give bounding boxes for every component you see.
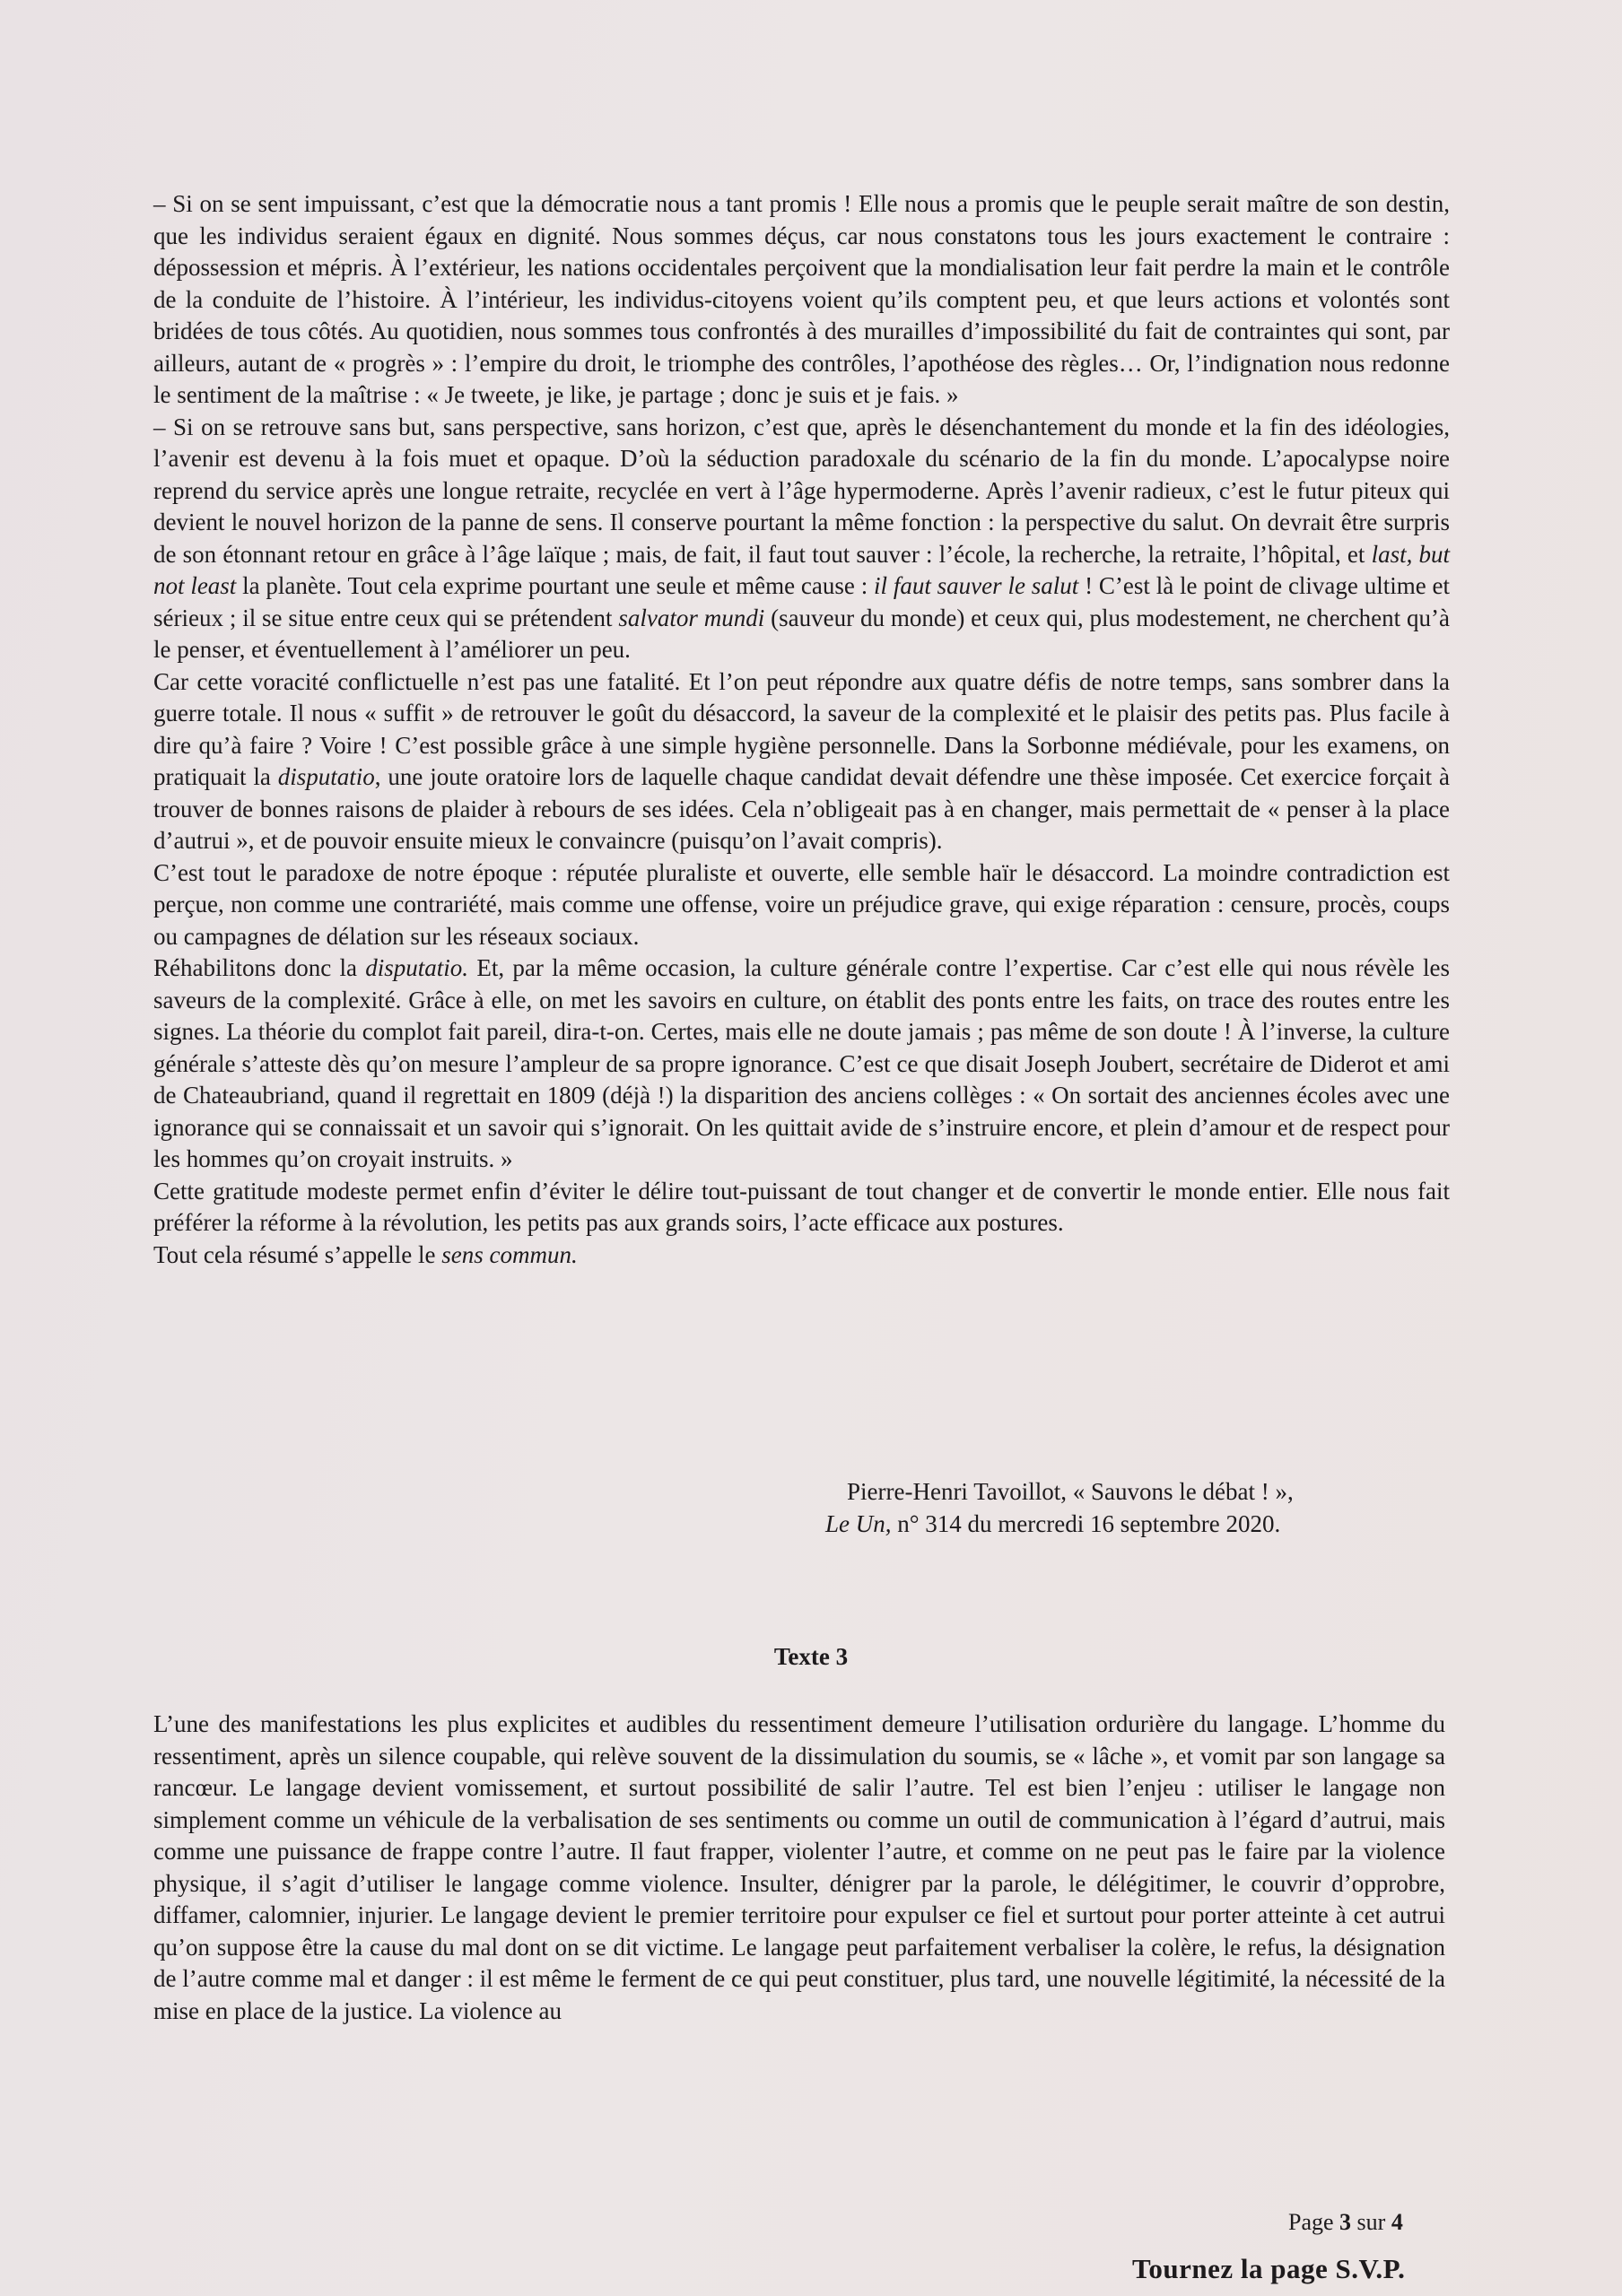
text-run: – Si on se sent impuissant, c’est que la démocratie nous a tant promis ! Elle nous a promis que le peuple serait maître de son destin, que les individus seraient égaux en dignité. Nous sommes déçus, car nous constatons tous les jours exactement le contraire : dépossession et mépris. À l’extérieur, les nations occidentales perçoivent que la mondialisation leur fait perdre la main et le contrôle de la conduite de l’histoire. À l’intérieur, les individus-citoyens voient qu’ils comptent peu, et que leurs actions et volontés sont bridées de tous côtés. Au quotidien, nous sommes tous confrontés à des murailles d’impossibilité du fait de contraintes qui sont, par ailleurs, autant de « progrès » : l’empire du droit, le triomphe des contrôles, l’apothéose des règles… Or, l’indignation nous redonne le sentiment de la maîtrise : « Je tweete, je like, je partage ; donc je suis et je fais. » — [153, 190, 1450, 408]
citation-source — [825, 1508, 1294, 1540]
text-run: ! C’est là le point de clivage ultime et sérieux ; il se situe entre ceux qui se prétendent — [153, 572, 1451, 631]
text-run: Et, par la même occasion, la culture générale contre l’expertise. Car c’est elle qui nous révèle les saveurs de la complexité. Grâce à elle, on met les savoirs en culture, on établit des ponts entre les faits, on trace des routes entre les signes. La théorie du complot fait pareil, dira-t-on. Certes, mais elle ne doute jamais ; pas même de son doute ! À l’inverse, la culture générale s’atteste dès qu’on mesure l’ampleur de sa propre ignorance. C’est ce que disait Joseph Joubert, secrétaire de Diderot et ami de Chateaubriand, quand il regrettait en 1809 (déjà !) la disparition des anciens collèges : « On sortait des anciennes écoles avec une ignorance qui se connaissait et un savoir qui s’ignorait. On les quittait avide de s’instruire encore, et plein d’amour et de respect pour les hommes qu’on croyait instruits. » — [153, 954, 1450, 1172]
text-run: , une joute oratoire lors de laquelle chaque candidat devait défendre une thèse imposée. Cet exercice forçait à trouver de bonnes raisons de plaider à rebours de ses idées. Cela n’obligeait pas à en changer, mais permettait de « penser à la place d’autrui », et de pouvoir ensuite mieux le convaincre (puisqu’on l’avait compris). — [153, 763, 1450, 854]
citation — [825, 1475, 1294, 1540]
paragraph — [153, 666, 1450, 857]
paragraph — [153, 1176, 1450, 1239]
citation-author-title: Pierre-Henri Tavoillot, « Sauvons le débat ! », — [847, 1478, 1294, 1505]
text-run: Réhabilitons donc la — [153, 954, 366, 981]
italic-text: salvator mundi — [618, 604, 765, 631]
text-run: Tout cela résumé s’appelle le — [153, 1240, 442, 1268]
page-current: 3 — [1339, 2209, 1352, 2235]
text-run: (sauveur du monde) et ceux qui, plus modestement, ne cherchent qu’à le penser, et éventuellement à l’améliorer un peu. — [153, 604, 1450, 663]
italic-text: last, but not least — [153, 540, 1451, 599]
italic-text: il faut sauver le salut — [874, 572, 1079, 599]
paragraph — [153, 1709, 1445, 2027]
text-run: la planète. Tout cela exprime pourtant une seule et même cause : — [236, 572, 875, 599]
paragraph — [153, 952, 1450, 1176]
text-run: Car cette voracité conflictuelle n’est pas une fatalité. Et l’on peut répondre aux quatre défis de notre temps, sans sombrer dans la guerre totale. Il nous « suffit » de retrouver le goût du désaccord, la saveur de la complexité et le plaisir des petits pas. Plus facile à dire qu’à faire ? Voire ! C’est possible grâce à une simple hygiène personnelle. Dans la Sorbonne médiévale, pour les examens, on pratiquait la — [153, 667, 1450, 790]
text-run: Cette gratitude modeste permet enfin d’éviter le délire tout-puissant de tout changer et de convertir le monde entier. Elle nous fait préférer la réforme à la révolution, les petits pas aux grands soirs, l’acte efficace aux postures. — [153, 1177, 1450, 1236]
page-number — [1288, 2209, 1403, 2236]
paragraph — [153, 188, 1450, 412]
paragraph — [153, 1239, 1450, 1272]
text-block-2 — [153, 1709, 1445, 2027]
citation-journal: Le Un, — [825, 1510, 892, 1537]
italic-text: disputatio — [277, 763, 375, 790]
italic-text: disputatio. — [365, 954, 469, 981]
turn-page-note: Tournez la page S.V.P. — [1132, 2253, 1406, 2284]
paragraph — [153, 412, 1450, 666]
text-run: C’est tout le paradoxe de notre époque : réputée pluraliste et ouverte, elle semble haïr le désaccord. La moindre contradiction est perçue, non comme une contrariété, mais comme une offense, voire un préjudice grave, qui exige réparation : censure, procès, coups ou campagnes de délation sur les réseaux sociaux. — [153, 858, 1450, 950]
page-prefix: Page — [1288, 2209, 1340, 2235]
page-total: 4 — [1391, 2209, 1403, 2235]
italic-text: sens commun. — [441, 1240, 578, 1268]
paragraph — [153, 857, 1450, 953]
citation-issue: n° 314 du mercredi 16 septembre 2020. — [891, 1510, 1281, 1537]
text-run: L’une des manifestations les plus explicites et audibles du ressentiment demeure l’utilisation ordurière du langage. L’homme du ressentiment, après un silence coupable, qui relève souvent de la dissimulation du soumis, se « lâche », et vomit par son langage sa rancœur. Le langage devient vomissement, et surtout possibilité de salir l’autre. Tel est bien l’enjeu : utiliser le langage non simplement comme un véhicule de la verbalisation de ses sentiments ou comme un outil de communication à l’égard d’autrui, mais comme une puissance de frappe contre l’autre. Il faut frapper, violenter l’autre, et comme on ne peut pas le faire par la violence physique, il s’agit d’utiliser le langage comme violence. Insulter, dénigrer par la parole, le délégitimer, le couvrir d’opprobre, diffamer, calomnier, injurier. Le langage devient le premier territoire pour expulser ce fiel et surtout pour porter atteinte à cet autrui qu’on suppose être la cause du mal dont on se dit victime. Le langage peut parfaitement verbaliser la colère, le refus, la désignation de l’autre comme mal et danger : il est même le ferment de ce qui peut constituer, plus tard, une nouvelle légitimité, la nécessité de la mise en place de la justice. La violence au — [153, 1710, 1445, 2024]
page-sep: sur — [1351, 2209, 1391, 2235]
text-run: – Si on se retrouve sans but, sans perspective, sans horizon, c’est que, après le désenchantement du monde et la fin des idéologies, l’avenir est devenu à la fois muet et opaque. D’où la séduction paradoxale du scénario de la fin du monde. L’apocalypse noire reprend du service après une longue retraite, recyclée en vert à l’âge hypermoderne. Après l’avenir radieux, c’est le futur piteux qui devient le nouvel horizon de la panne de sens. Il conserve pourtant la même fonction : la perspective du salut. On devrait être surpris de son étonnant retour en grâce à l’âge laïque ; mais, de fait, il faut tout sauver : l’école, la recherche, la retraite, l’hôpital, et — [153, 413, 1450, 568]
text-block-1 — [153, 188, 1450, 1271]
section-title: Texte 3 — [773, 1643, 849, 1670]
